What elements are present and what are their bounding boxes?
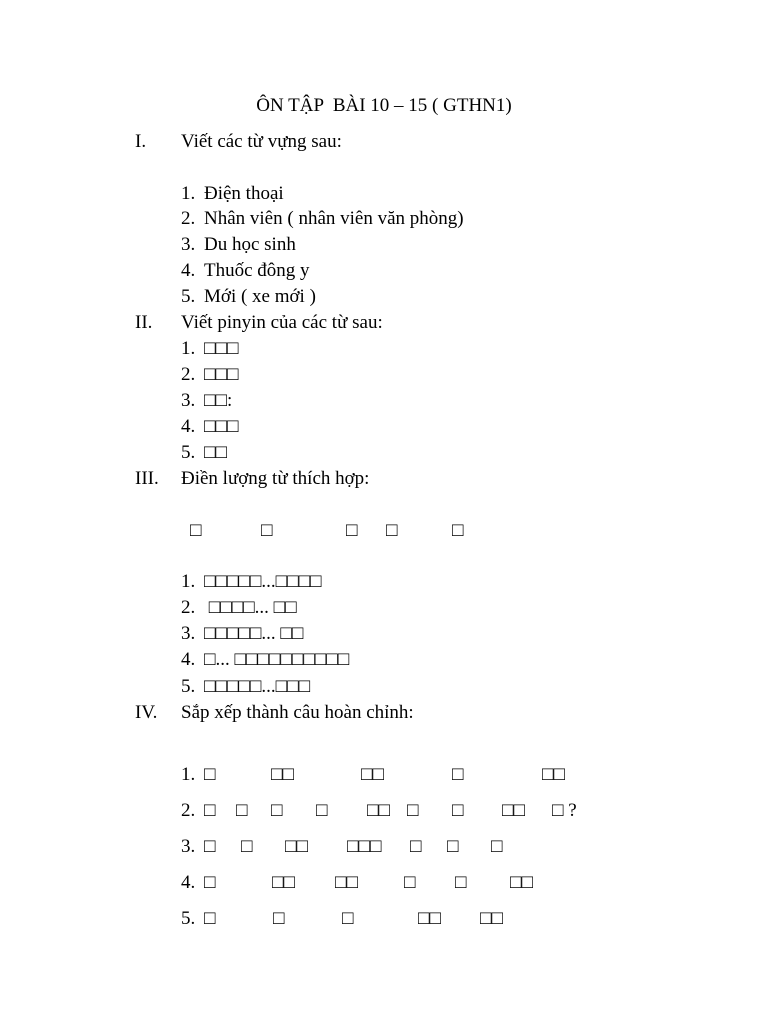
scrambled-word: □□ <box>285 836 308 857</box>
section-1-item-text: Mới ( xe mới ) <box>204 286 316 307</box>
scrambled-word: □□ <box>361 764 384 785</box>
section-3-item-number: 2. <box>181 597 196 618</box>
section-2-item-number: 3. <box>181 390 196 411</box>
scrambled-word: □□ <box>480 908 503 929</box>
scrambled-word: □□ <box>418 908 441 929</box>
scrambled-word: □ <box>204 908 216 929</box>
scrambled-word: □ <box>204 872 216 893</box>
section-4-row-number: 2. <box>181 800 196 821</box>
scrambled-word: □ <box>404 872 416 893</box>
scrambled-word: □ <box>452 764 464 785</box>
section-2-item-text: □□: <box>204 390 233 411</box>
scrambled-word: □□ <box>335 872 358 893</box>
section-3-item-number: 3. <box>181 623 196 644</box>
document-title: ÔN TẬP BÀI 10 – 15 ( GTHN1) <box>256 95 512 116</box>
section-2-numeral: II. <box>135 312 153 333</box>
scrambled-word: □ <box>241 836 253 857</box>
section-2-item-number: 5. <box>181 442 196 463</box>
section-1-item-text: Du học sinh <box>204 234 296 255</box>
section-3-item-number: 1. <box>181 571 196 592</box>
scrambled-word: □ <box>273 908 285 929</box>
section-1-item-number: 4. <box>181 260 196 281</box>
section-4-row-number: 5. <box>181 908 196 929</box>
section-3-heading: Điền lượng từ thích hợp: <box>181 468 370 489</box>
word-bank-item: □ <box>261 520 273 541</box>
section-2-item-number: 1. <box>181 338 196 359</box>
section-1-item-text: Thuốc đông y <box>204 260 310 281</box>
scrambled-word: □ <box>447 836 459 857</box>
section-4-numeral: IV. <box>135 702 158 723</box>
word-bank-item: □ <box>452 520 464 541</box>
section-3-item-text: □□□□□...□□□ <box>204 676 311 697</box>
scrambled-word: □ <box>452 800 464 821</box>
section-3-item-text: □□□□□...□□□□ <box>204 571 322 592</box>
section-4-row-number: 1. <box>181 764 196 785</box>
section-3-numeral: III. <box>135 468 159 489</box>
section-2-item-number: 2. <box>181 364 196 385</box>
section-1-heading: Viết các từ vựng sau: <box>181 131 342 152</box>
scrambled-word: □ <box>316 800 328 821</box>
scrambled-word: □□ <box>502 800 525 821</box>
scrambled-word: □□ <box>272 872 295 893</box>
section-1-item-text: Điện thoại <box>204 183 284 204</box>
scrambled-word: □ <box>407 800 419 821</box>
section-1-item-number: 1. <box>181 183 196 204</box>
scrambled-word: □ <box>491 836 503 857</box>
section-3-item-text: □... □□□□□□□□□□ <box>204 649 350 670</box>
scrambled-word: □□ <box>510 872 533 893</box>
section-3-item-number: 4. <box>181 649 196 670</box>
section-3-item-text: □□□□□... □□ <box>204 623 304 644</box>
section-1-item-number: 3. <box>181 234 196 255</box>
scrambled-word: □□□ <box>347 836 382 857</box>
section-2-item-text: □□□ <box>204 338 239 359</box>
scrambled-word: □ <box>342 908 354 929</box>
scrambled-word: □ <box>204 764 216 785</box>
scrambled-word: □ <box>410 836 422 857</box>
scrambled-word: □□ <box>271 764 294 785</box>
scrambled-word: □□ <box>542 764 565 785</box>
word-bank-item: □ <box>386 520 398 541</box>
scrambled-word: □ ? <box>552 800 577 821</box>
section-3-item-number: 5. <box>181 676 196 697</box>
section-2-item-text: □□□ <box>204 364 239 385</box>
section-2-item-number: 4. <box>181 416 196 437</box>
scrambled-word: □□ <box>367 800 390 821</box>
section-1-numeral: I. <box>135 131 147 152</box>
section-4-row-number: 3. <box>181 836 196 857</box>
scrambled-word: □ <box>271 800 283 821</box>
section-2-heading: Viết pinyin của các từ sau: <box>181 312 383 333</box>
section-2-item-text: □□ <box>204 442 227 463</box>
section-1-item-number: 2. <box>181 208 196 229</box>
section-4-heading: Sắp xếp thành câu hoàn chỉnh: <box>181 702 414 723</box>
section-3-item-text: □□□□... □□ <box>204 597 297 618</box>
word-bank-item: □ <box>190 520 202 541</box>
scrambled-word: □ <box>204 836 216 857</box>
scrambled-word: □ <box>204 800 216 821</box>
scrambled-word: □ <box>455 872 467 893</box>
section-1-item-number: 5. <box>181 286 196 307</box>
scrambled-word: □ <box>236 800 248 821</box>
section-1-item-text: Nhân viên ( nhân viên văn phòng) <box>204 208 464 229</box>
section-4-row-number: 4. <box>181 872 196 893</box>
word-bank-item: □ <box>346 520 358 541</box>
section-2-item-text: □□□ <box>204 416 239 437</box>
